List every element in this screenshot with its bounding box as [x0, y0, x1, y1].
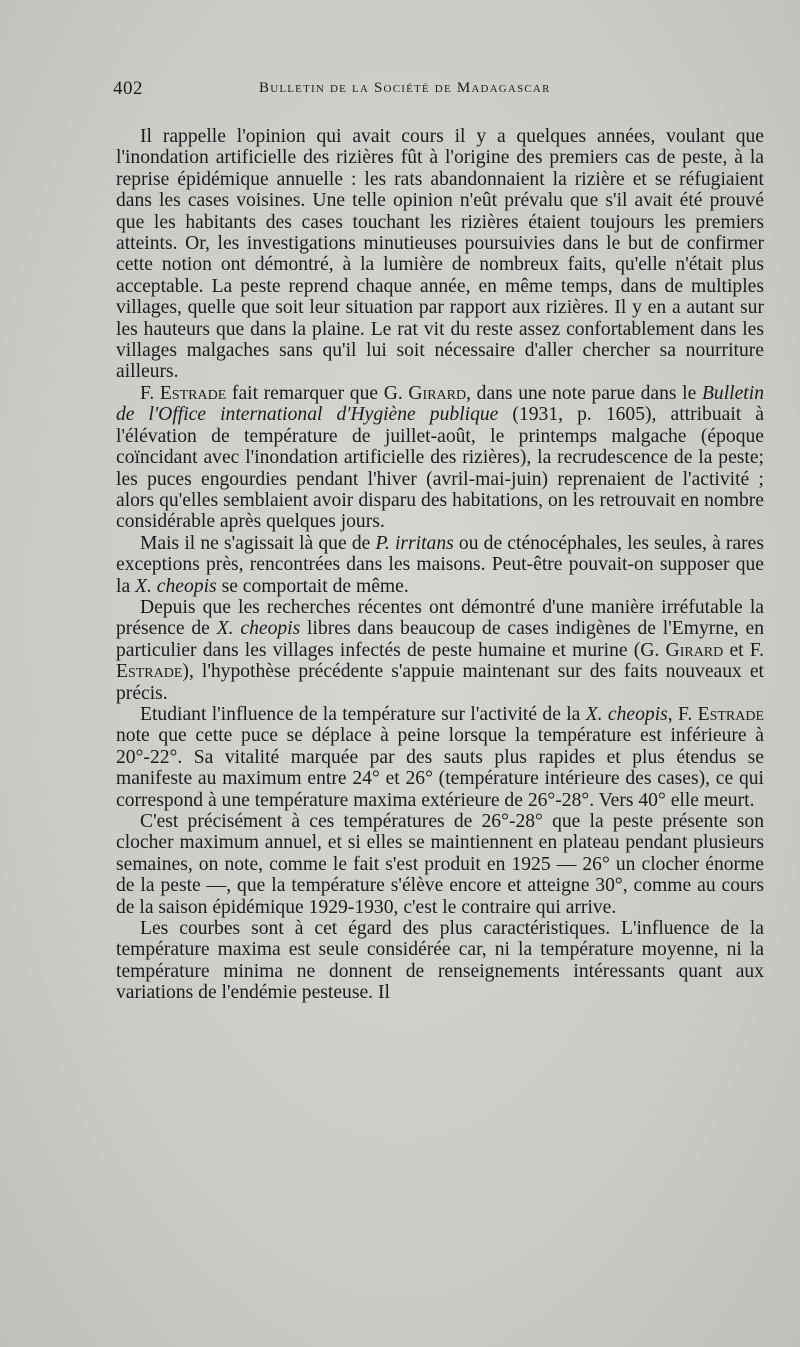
author-name: F. Estrade [678, 703, 765, 725]
paragraph-3 [116, 533, 764, 597]
body-text [116, 126, 764, 1004]
text-run: Etudiant l'influence de la température sur l'activité de la [140, 703, 586, 725]
text-run: Depuis que les recherches récentes ont démontré d'une manière irréfutable la présence de [116, 596, 764, 640]
text-run: note que cette puce se déplace à peine lorsque la température est inférieure à 20°-22°. Sa vitalité marquée par des sauts plus rapides et plus étendus se manifeste au maximum entre 24° et 26° (température intérieure des cases), ce qui correspond à une température maxima extérieure de 26°-28°. Vers 40° elle meurt. [116, 725, 764, 811]
text-run: (1931, p. 1605), attribuait à l'élévation de température de juillet-août, le printemps malgache (époque coïncidant avec l'inondation artificielle des rizières), la recrudescence de la peste; les puces engourdies pendant l'hiver (avril-mai-juin) reprenaient de l'activité ; alors qu'elles semblaient avoir disparu des habitations, on les retrouvait en nombre considérable après quelques jours. [116, 404, 764, 533]
text-run: ou de cténocéphales, les seules, à rares exceptions près, rencontrées dans les maisons. Peut-être pouvait-on supposer que la [116, 532, 764, 597]
author-name: F. Estrade [140, 382, 227, 404]
text-run: ), l'hypothèse précédente s'appuie maintenant sur des faits nouveaux et précis. [116, 661, 764, 704]
species-name: X. cheopis [135, 575, 217, 597]
text-run: se comportait de même. [216, 575, 409, 597]
paragraph-7: Les courbes sont à cet égard des plus caractéristiques. L'influence de la température maxima est seule considérée car, ni la température moyenne, ni la température minima ne donnent de renseignements intéressants quant aux variations de l'endémie pesteuse. Il [116, 918, 764, 1004]
page-number: 402 [113, 78, 143, 99]
text-run: et [723, 639, 750, 661]
paragraph-1: Il rappelle l'opinion qui avait cours il y a quelques années, voulant que l'inondation artificielle des rizières fût à l'origine des premiers cas de peste, à la reprise épidémique annuelle : les rats abandonnaient la rizière et se réfugiaient dans les cases voisines. Une telle opinion n'eût prévalu que s'il avait été prouvé que les habitants des cases touchant les rizières étaient toujours les premiers atteints. Or, les investigations minutieuses poursuivies dans le but de confirmer cette notion ont démontré, à la lumière de nombreux faits, qu'elle n'était plus acceptable. La peste reprend chaque année, en même temps, dans de multiples villages, quelle que soit leur situation par rapport aux rizières. Il y en a autant sur les hauteurs que dans la plaine. Le rat vit du reste assez confortablement dans les villages malgaches sans qu'il lui soit nécessaire d'aller chercher sa nourriture ailleurs. [116, 126, 764, 383]
text-run: fait remarquer que [226, 382, 384, 404]
author-name: G. Girard [383, 382, 467, 404]
species-name: X. cheopis [216, 618, 301, 640]
text-run: libres dans beaucoup de cases indigènes de l'Emyrne, en particulier dans les villages infectés de peste humaine et murine ( [116, 618, 764, 661]
paragraph-4 [116, 597, 764, 704]
running-head [113, 78, 763, 104]
journal-citation: Bulletin de l'Office international d'Hygiène publique [116, 382, 764, 426]
species-name: P. irritans [375, 532, 454, 554]
author-name: G. Girard [640, 639, 724, 661]
species-name: X. cheopis [585, 703, 668, 725]
text-run: Mais il ne s'agissait là que de [140, 532, 376, 554]
journal-title: Bulletin de la Société de Madagascar [259, 80, 551, 96]
paragraph-2 [116, 383, 764, 533]
author-name: F. Estrade [116, 639, 765, 683]
paragraph-6: C'est précisément à ces températures de 26°-28° que la peste présente son clocher maximum annuel, et si elles se maintiennent en plateau pendant plusieurs semaines, on note, comme le fait s'est produit en 1925 — 26° un clocher énorme de la peste —, que la température s'élève encore et atteigne 30°, comme au cours de la saison épidémique 1929-1930, c'est le contraire qui arrive. [116, 811, 764, 918]
text-run: , dans une note parue dans le [466, 382, 702, 404]
paragraph-5 [116, 704, 764, 811]
text-run: , [667, 703, 679, 725]
